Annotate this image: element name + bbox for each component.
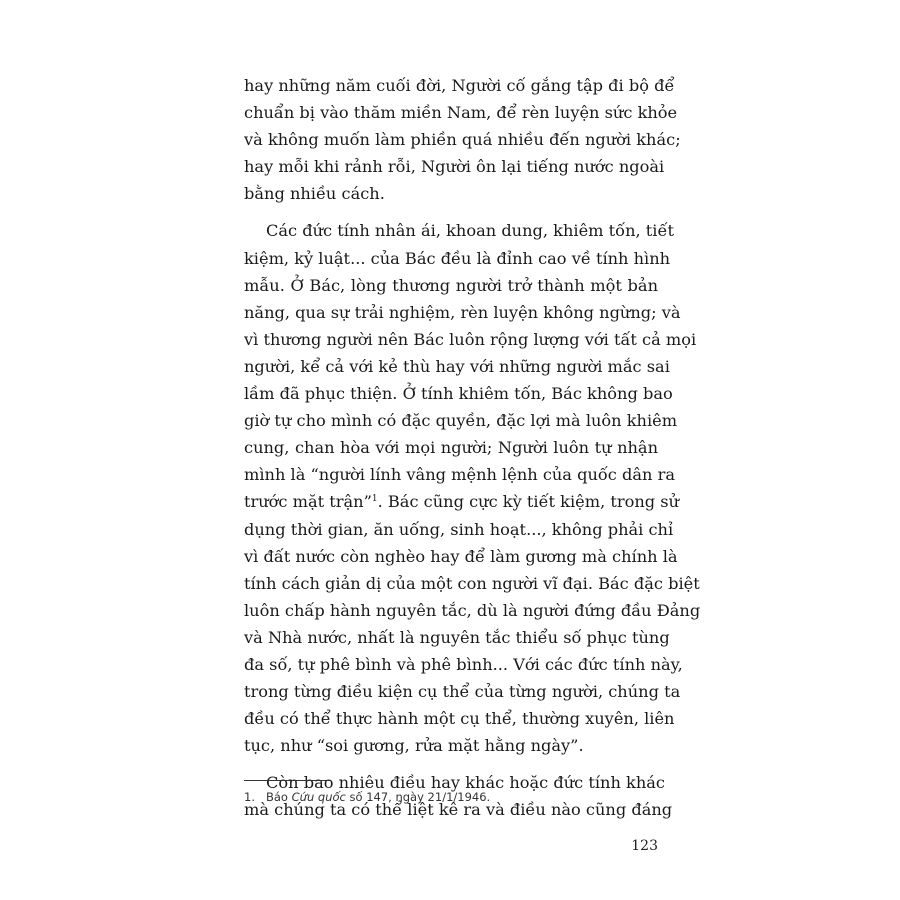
footnote-source-title: Cứu quốc xyxy=(291,790,346,804)
footnote-suffix: số 147, ngày 21/1/1946. xyxy=(345,790,491,804)
text-line: cung, chan hòa với mọi người; Người luôn tự nhận xyxy=(244,438,658,458)
text-line: và không muốn làm phiền quá nhiều đến người khác; xyxy=(244,130,681,150)
text-line: tục, như “soi gương, rửa mặt hằng ngày”. xyxy=(244,736,584,756)
footnote xyxy=(244,790,490,804)
page-number: 123 xyxy=(631,838,658,854)
footnote-divider xyxy=(244,780,330,781)
text-line: tính cách giản dị của một con người vĩ đại. Bác đặc biệt xyxy=(244,573,700,593)
footnote-prefix: Báo xyxy=(266,790,292,804)
text-line: người, kể cả với kẻ thù hay với những người mắc sai xyxy=(244,356,670,376)
text-line: vì đất nước còn nghèo hay để làm gương mà chính là xyxy=(244,546,678,566)
text-line: giờ tự cho mình có đặc quyền, đặc lợi mà luôn khiêm xyxy=(244,411,678,431)
paragraph-2 xyxy=(244,217,701,759)
text-line: Còn bao nhiêu điều hay khác hoặc đức tính khác xyxy=(266,773,665,793)
footnote-number: 1. xyxy=(244,790,255,804)
body-text xyxy=(244,72,701,824)
text-line: kiệm, kỷ luật... của Bác đều là đỉnh cao về tính hình xyxy=(244,248,671,268)
text-line: đều có thể thực hành một cụ thể, thường xuyên, liên xyxy=(244,709,675,729)
text-segment: trước mặt trận” xyxy=(244,492,372,512)
text-line: trong từng điều kiện cụ thể của từng người, chúng ta xyxy=(244,682,681,702)
text-line: Các đức tính nhân ái, khoan dung, khiêm tốn, tiết xyxy=(266,221,674,241)
text-line: luôn chấp hành nguyên tắc, dù là người đứng đầu Đảng xyxy=(244,600,701,620)
text-line: bằng nhiều cách. xyxy=(244,184,385,204)
text-line: hay mỗi khi rảnh rỗi, Người ôn lại tiếng nước ngoài xyxy=(244,157,665,177)
text-line-with-footnote xyxy=(244,488,680,515)
text-line: năng, qua sự trải nghiệm, rèn luyện không ngừng; và xyxy=(244,302,681,322)
text-line: lầm đã phục thiện. Ở tính khiêm tốn, Bác không bao xyxy=(244,384,673,404)
footnote-marker[interactable]: 1 xyxy=(371,494,378,505)
text-line: dụng thời gian, ăn uống, sinh hoạt..., không phải chỉ xyxy=(244,519,674,539)
text-line: vì thương người nên Bác luôn rộng lượng với tất cả mọi xyxy=(244,329,697,349)
text-line: chuẩn bị vào thăm miền Nam, để rèn luyện sức khỏe xyxy=(244,103,678,123)
text-line: mẫu. Ở Bác, lòng thương người trở thành một bản xyxy=(244,275,658,295)
text-line: mà chúng ta có thể liệt kê ra và điều nào cũng đáng xyxy=(244,800,673,820)
paragraph-1 xyxy=(244,72,681,207)
text-line: hay những năm cuối đời, Người cố gắng tập đi bộ để xyxy=(244,76,675,95)
text-line: đa số, tự phê bình và phê bình... Với các đức tính này, xyxy=(244,654,683,674)
text-line: và Nhà nước, nhất là nguyên tắc thiểu số phục tùng xyxy=(244,627,670,647)
text-segment: . Bác cũng cực kỳ tiết kiệm, trong sử xyxy=(377,492,680,512)
text-line: mình là “người lính vâng mệnh lệnh của quốc dân ra xyxy=(244,465,675,485)
